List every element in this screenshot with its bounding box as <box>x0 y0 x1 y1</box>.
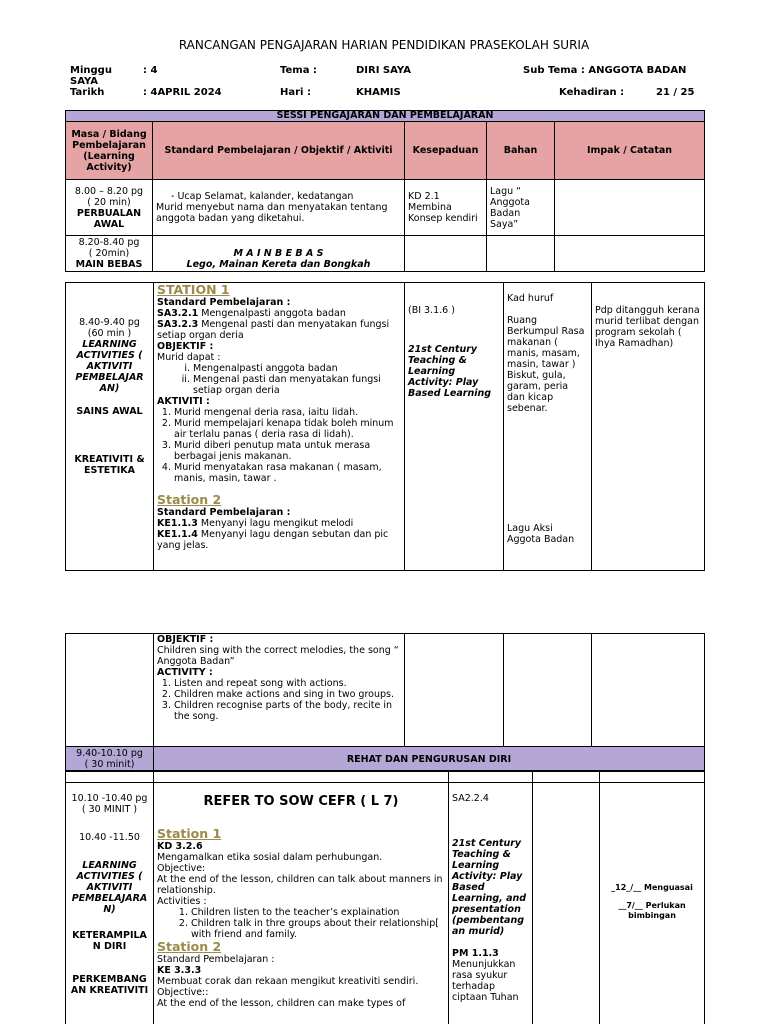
kd-text: Mengamalkan etika sosial dalam perhubungan. <box>157 852 383 863</box>
sp-label: Standard Pembelajaran : <box>157 297 291 308</box>
sp-label-2: Standard Pembelajaran : <box>157 954 275 965</box>
objektif-list <box>157 363 401 396</box>
kd-code: KD 3.2.6 <box>157 841 203 852</box>
bi-code: (BI 3.1.6 ) <box>408 305 455 316</box>
station-time: 8.40-9.40 pg <box>79 317 140 328</box>
century-label: 21st Century Teaching & Learning Activity: Play Based Learning <box>408 344 492 399</box>
station-2-heading: Station 2 <box>157 492 222 507</box>
minggu-value: : 4 <box>143 65 158 76</box>
minggu-label: Minggu SAYA <box>70 65 112 87</box>
cont-masa <box>66 634 154 747</box>
list-item: 3. Murid diberi penutup mata untuk merasa berbagai jenis makanan. <box>174 440 401 462</box>
mainbebas-time: 8.20-8.40 pg <box>78 237 140 248</box>
perbualan-act1: - Ucap Selamat, kalander, kedatangan <box>171 191 354 202</box>
list-item: 1. Listen and repeat song with actions. <box>174 678 401 689</box>
list-item: 4. Murid menyatakan rasa makanan ( masam, manis, masin, tawar . <box>174 462 401 484</box>
page-title: RANCANGAN PENGAJARAN HARIAN PENDIDIKAN PRASEKOLAH SURIA <box>178 38 590 52</box>
bahan-lagu: Lagu Aksi Aggota Badan <box>507 523 575 545</box>
station-1-heading: STATION 1 <box>157 282 230 297</box>
cont-bahan <box>504 634 592 747</box>
ke-code: KE 3.3.3 <box>157 965 202 976</box>
sesi-header: SESSI PENGAJARAN DAN PEMBELAJARAN <box>66 111 705 122</box>
col-impak-header: Impak / Catatan <box>555 122 705 180</box>
subtema: Sub Tema : ANGGOTA BADAN <box>523 65 687 76</box>
ke114: KE1.1.4 Menyanyi lagu dengan sebutan dan pic yang jelas. <box>157 529 389 551</box>
station-impak: Pdp ditangguh kerana murid terlibat dengan program sekolah ( Ihya Ramadhan) <box>592 283 705 571</box>
row-mainbebas-activity <box>153 236 405 272</box>
sa323: SA3.2.3 Mengenal pasti dan menyatakan fungsi setiap organ deria <box>157 319 390 341</box>
tema-label: Tema : <box>280 65 317 76</box>
station-kesepaduan <box>405 283 504 571</box>
list-item: 2. Children talk in thre groups about their relationship[ with friend and family. <box>191 918 445 940</box>
aktiviti-label: AKTIVITI : <box>157 396 210 407</box>
ke113: KE1.1.3 Menyanyi lagu mengikut melodi <box>157 518 354 529</box>
sa-code: SA2.2.4 <box>452 793 489 804</box>
keterampilan-label: KETERAMPILA N DIRI <box>72 930 147 952</box>
objective-label: Objective: <box>157 863 206 874</box>
objektif-text: Children sing with the correct melodies, the song “ Anggota Badan” <box>157 645 399 667</box>
col-kesepaduan-header: Kesepaduan <box>405 122 487 180</box>
bimbingan-count: __7/__ Perlukan bimbingan <box>618 901 686 920</box>
cont-kesepaduan <box>405 634 504 747</box>
english-impak <box>600 783 705 1024</box>
list-item: 1. Children listen to the teacher’s explaination <box>191 907 445 918</box>
table-4-clip <box>65 770 705 1024</box>
hari-value: KHAMIS <box>356 87 401 98</box>
murid-dapat: Murid dapat : <box>157 352 221 363</box>
english-kesepaduan <box>449 783 533 1024</box>
sains-awal-label: SAINS AWAL <box>76 406 143 417</box>
station-masa <box>66 283 154 571</box>
perbualan-name: PERBUALAN AWAL <box>76 207 142 230</box>
activity-label: ACTIVITY : <box>157 667 213 678</box>
english-time: 10.10 -10.40 pg <box>71 793 148 804</box>
perbualan-kesepaduan: KD 2.1 Membina Konsep kendiri <box>405 180 487 236</box>
objective2-text: At the end of the lesson, children can make types of <box>157 998 406 1009</box>
activities-list <box>157 907 445 940</box>
col-bahan-header: Bahan <box>487 122 555 180</box>
pm-text: Menunjukkan rasa syukur terhadap ciptaan Tuhan <box>452 959 519 1003</box>
station-2-heading-2: Station 2 <box>157 939 222 954</box>
hari-label: Hari : <box>280 87 311 98</box>
rehat-time: 9.40-10.10 pg <box>76 748 143 759</box>
rehat-masa <box>66 747 154 772</box>
perbualan-impak <box>555 180 705 236</box>
list-item: 2. Children make actions and sing in two groups. <box>174 689 401 700</box>
perbualan-act2: Murid menyebut nama dan menyatakan tentang anggota badan yang diketahui. <box>156 202 388 224</box>
rehat-label: REHAT DAN PENGURUSAN DIRI <box>154 747 705 772</box>
perbualan-bahan: Lagu “ Anggota Badan Saya” <box>487 180 555 236</box>
perkembangan-label: PERKEMBANG AN KREATIVITI <box>70 974 149 996</box>
activities-label: Activities : <box>157 896 207 907</box>
tema-value: DIRI SAYA <box>356 65 411 76</box>
pm-code: PM 1.1.3 <box>452 948 499 959</box>
english-duration: ( 30 MINIT ) <box>81 804 138 815</box>
mainbebas-duration: ( 20min) <box>88 248 130 259</box>
learning-activities-label: LEARNING ACTIVITIES ( AKTIVITI PEMBELAJAR AN) <box>75 339 144 394</box>
col-standard-header: Standard Pembelajaran / Objektif / Aktiviti <box>153 122 405 180</box>
perbualan-time: 8.00 – 8.20 pg <box>74 185 144 197</box>
lesson-table-3 <box>65 633 705 772</box>
menguasai-count: _12_/__ Menguasai <box>611 883 693 892</box>
mainbebas-kesepaduan <box>405 236 487 272</box>
row-perbualan-activity <box>153 180 405 236</box>
activity-list <box>157 678 401 722</box>
list-item: i. Mengenalpasti anggota badan <box>193 363 401 374</box>
kehadiran-value: 21 / 25 <box>656 87 695 98</box>
kehadiran-label: Kehadiran : <box>559 87 625 98</box>
sp2-label: Standard Pembelajaran : <box>157 507 291 518</box>
row-mainbebas-masa <box>66 236 153 272</box>
century-label-2: 21st Century Teaching & Learning Activity: Play Based Learning, and presentation (pembentang an murid) <box>452 838 527 937</box>
objective-text: At the end of the lesson, children can talk about manners in relationship. <box>157 874 443 896</box>
mainbebas-heading: M A I N B E B A S <box>233 248 324 259</box>
row-perbualan-masa <box>66 180 153 236</box>
sa321: SA3.2.1 Mengenalpasti anggota badan <box>157 308 346 319</box>
station-time-2: 10.40 -11.50 <box>79 832 140 843</box>
rehat-duration: ( 30 minit) <box>84 759 135 770</box>
kreativiti-label: KREATIVITI & ESTETIKA <box>74 454 145 476</box>
english-bahan <box>533 783 600 1024</box>
list-item: 3. Children recognise parts of the body, recite in the song. <box>174 700 401 722</box>
station-content <box>154 283 405 571</box>
list-item: 1. Murid mengenal deria rasa, iaitu lidah. <box>174 407 401 418</box>
refer-sow: REFER TO SOW CEFR ( L 7) <box>203 794 399 809</box>
lesson-table-4 <box>65 770 705 1024</box>
english-content <box>154 783 449 1024</box>
cont-impak <box>592 634 705 747</box>
mainbebas-name: MAIN BEBAS <box>75 259 143 270</box>
mainbebas-sub: Lego, Mainan Kereta dan Bongkah <box>186 259 371 270</box>
cont-content <box>154 634 405 747</box>
learning-activities-label-2: LEARNING ACTIVITIES ( AKTIVITI PEMBELAJARA N) <box>71 860 148 915</box>
mainbebas-bahan <box>487 236 555 272</box>
english-masa <box>66 783 154 1024</box>
aktiviti-list <box>157 407 401 484</box>
lesson-table-1 <box>65 110 705 272</box>
col-masa-header: Masa / Bidang Pembelajaran (Learning Activity) <box>66 122 153 180</box>
objektif-label: OBJEKTIF : <box>157 341 214 352</box>
station-1-heading-2: Station 1 <box>157 826 222 841</box>
mainbebas-impak <box>555 236 705 272</box>
list-item: 2. Murid mempelajari kenapa tidak boleh minum air terlalu panas ( deria rasa di lidah). <box>174 418 401 440</box>
list-item: ii. Mengenal pasti dan menyatakan fungsi setiap organ deria <box>193 374 401 396</box>
station-bahan <box>504 283 592 571</box>
bahan-kad: Kad huruf <box>507 293 554 304</box>
ke-text: Membuat corak dan rekaan mengikut kreativiti sendiri. <box>157 976 419 987</box>
perbualan-duration: ( 20 min) <box>87 196 131 208</box>
tarikh-value: : 4APRIL 2024 <box>143 87 222 98</box>
bahan-ruang: Ruang Berkumpul Rasa makanan ( manis, masam, masin, tawar ) Biskut, gula, garam, peria dan kicap sebenar. <box>507 315 585 414</box>
lesson-table-2 <box>65 282 705 571</box>
station-duration: (60 min ) <box>87 328 132 339</box>
objektif-label: OBJEKTIF : <box>157 634 214 645</box>
objective2-label: Objective:: <box>157 987 209 998</box>
tarikh-label: Tarikh <box>70 87 105 98</box>
